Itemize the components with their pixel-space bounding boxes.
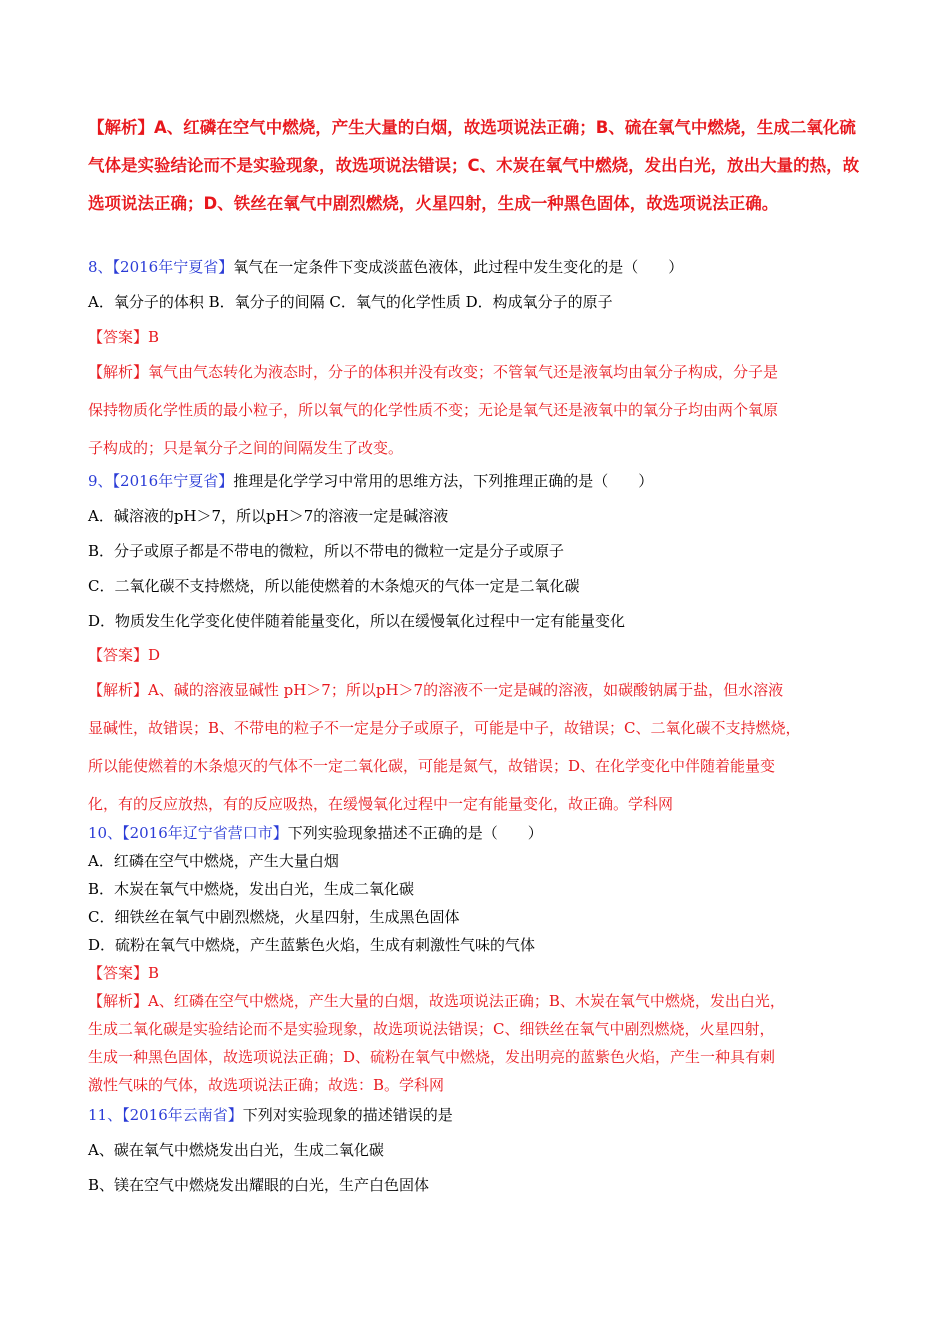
prev-analysis-line-3: 选项说法正确；D、铁丝在氧气中剧烈燃烧，火星四射，生成一种黑色固体，故选项说法正确。 [88,194,779,213]
question-11-option-a: A、碳在氧气中燃烧发出白光，生成二氧化碳 [88,1141,384,1159]
question-source: 【2016年宁夏省】 [112,258,234,276]
question-9-option-a: A．碱溶液的pH＞7，所以pH＞7的溶液一定是碱溶液 [88,507,449,525]
question-10-analysis-line-2: 生成二氧化碳是实验结论而不是实验现象，故选项说法错误；C、细铁丝在氧气中剧烈燃烧，火星四射， [88,1020,775,1038]
question-9-answer: 【答案】D [88,646,161,664]
question-number: 10、 [88,824,123,842]
analysis-tag: 【解析】 [88,118,154,137]
question-8-analysis-line-3: 子构成的；只是氧分子之间的间隔发生了改变。 [88,439,404,457]
question-number: 8、 [88,258,113,276]
question-9-analysis-line-4: 化，有的反应放热，有的反应吸热，在缓慢氧化过程中一定有能量变化，故正确。学科网 [88,795,674,813]
prev-analysis-line-2: 气体是实验结论而不是实验现象，故选项说法错误；C、木炭在氧气中燃烧，发出白光，放出大量的热，故 [88,156,860,175]
question-9-analysis-line-1: 【解析】A、碱的溶液显碱性 pH＞7；所以pH＞7的溶液不一定是碱的溶液，如碳酸钠属于盐，但水溶液 [88,681,784,699]
question-10-option-b: B．木炭在氧气中燃烧，发出白光，生成二氧化碳 [88,880,415,898]
question-8-answer: 【答案】B [88,328,160,346]
question-8-options: A．氧分子的体积 B．氧分子的间隔 C．氧气的化学性质 D．构成氧分子的原子 [88,293,613,311]
question-9-stem: 9、【2016年宁夏省】推理是化学学习中常用的思维方法，下列推理正确的是（ ） [88,472,654,490]
question-9-option-c: C．二氧化碳不支持燃烧，所以能使燃着的木条熄灭的气体一定是二氧化碳 [88,577,580,595]
question-9-option-b: B．分子或原子都是不带电的微粒，所以不带电的微粒一定是分子或原子 [88,542,565,560]
question-10-option-d: D．硫粉在氧气中燃烧，产生蓝紫色火焰，生成有刺激性气味的气体 [88,936,536,954]
question-10-analysis-line-4: 激性气味的气体，故选项说法正确；故选：B。学科网 [88,1076,445,1094]
question-8-analysis-line-2: 保持物质化学性质的最小粒子，所以氧气的化学性质不变；无论是氧气还是液氧中的氧分子均由两个氧原 [88,401,779,419]
question-source: 【2016年云南省】 [122,1106,243,1124]
question-8-stem: 8、【2016年宁夏省】氧气在一定条件下变成淡蓝色液体，此过程中发生变化的是（ ） [88,258,684,276]
question-11-option-b: B、镁在空气中燃烧发出耀眼的白光，生产白色固体 [88,1176,430,1194]
question-9-analysis-line-3: 所以能使燃着的木条熄灭的气体不一定二氧化碳，可能是氮气，故错误；D、在化学变化中伴随着能量变 [88,757,776,775]
question-source: 【2016年宁夏省】 [112,472,234,490]
question-8-analysis-line-1: 【解析】氧气由气态转化为液态时，分子的体积并没有改变；不管氧气还是液氧均由氧分子构成，分子是 [88,363,779,381]
prev-analysis-line-1: 【解析】A、红磷在空气中燃烧，产生大量的白烟，故选项说法正确；B、硫在氧气中燃烧，生成二氧化硫 [88,118,856,137]
question-10-answer: 【答案】B [88,964,160,982]
question-10-option-a: A．红磷在空气中燃烧，产生大量白烟 [88,852,339,870]
question-10-analysis-line-3: 生成一种黑色固体，故选项说法正确；D、硫粉在氧气中燃烧，发出明亮的蓝紫色火焰，产生一种具有刺 [88,1048,776,1066]
question-source: 【2016年辽宁省营口市】 [122,824,288,842]
question-9-option-d: D．物质发生化学变化使伴随着能量变化，所以在缓慢氧化过程中一定有能量变化 [88,612,626,630]
question-10-stem: 10、【2016年辽宁省营口市】下列实验现象描述不正确的是（ ） [88,824,543,842]
question-10-analysis-line-1: 【解析】A、红磷在空气中燃烧，产生大量的白烟，故选项说法正确；B、木炭在氧气中燃烧，发出白光， [88,992,785,1010]
question-number: 11、 [88,1106,123,1124]
question-11-stem: 11、【2016年云南省】下列对实验现象的描述错误的是 [88,1106,453,1124]
question-9-analysis-line-2: 显碱性，故错误；B、不带电的粒子不一定是分子或原子，可能是中子，故错误；C、二氧化碳不支持燃烧， [88,719,801,737]
question-number: 9、 [88,472,113,490]
question-10-option-c: C．细铁丝在氧气中剧烈燃烧，火星四射，生成黑色固体 [88,908,460,926]
